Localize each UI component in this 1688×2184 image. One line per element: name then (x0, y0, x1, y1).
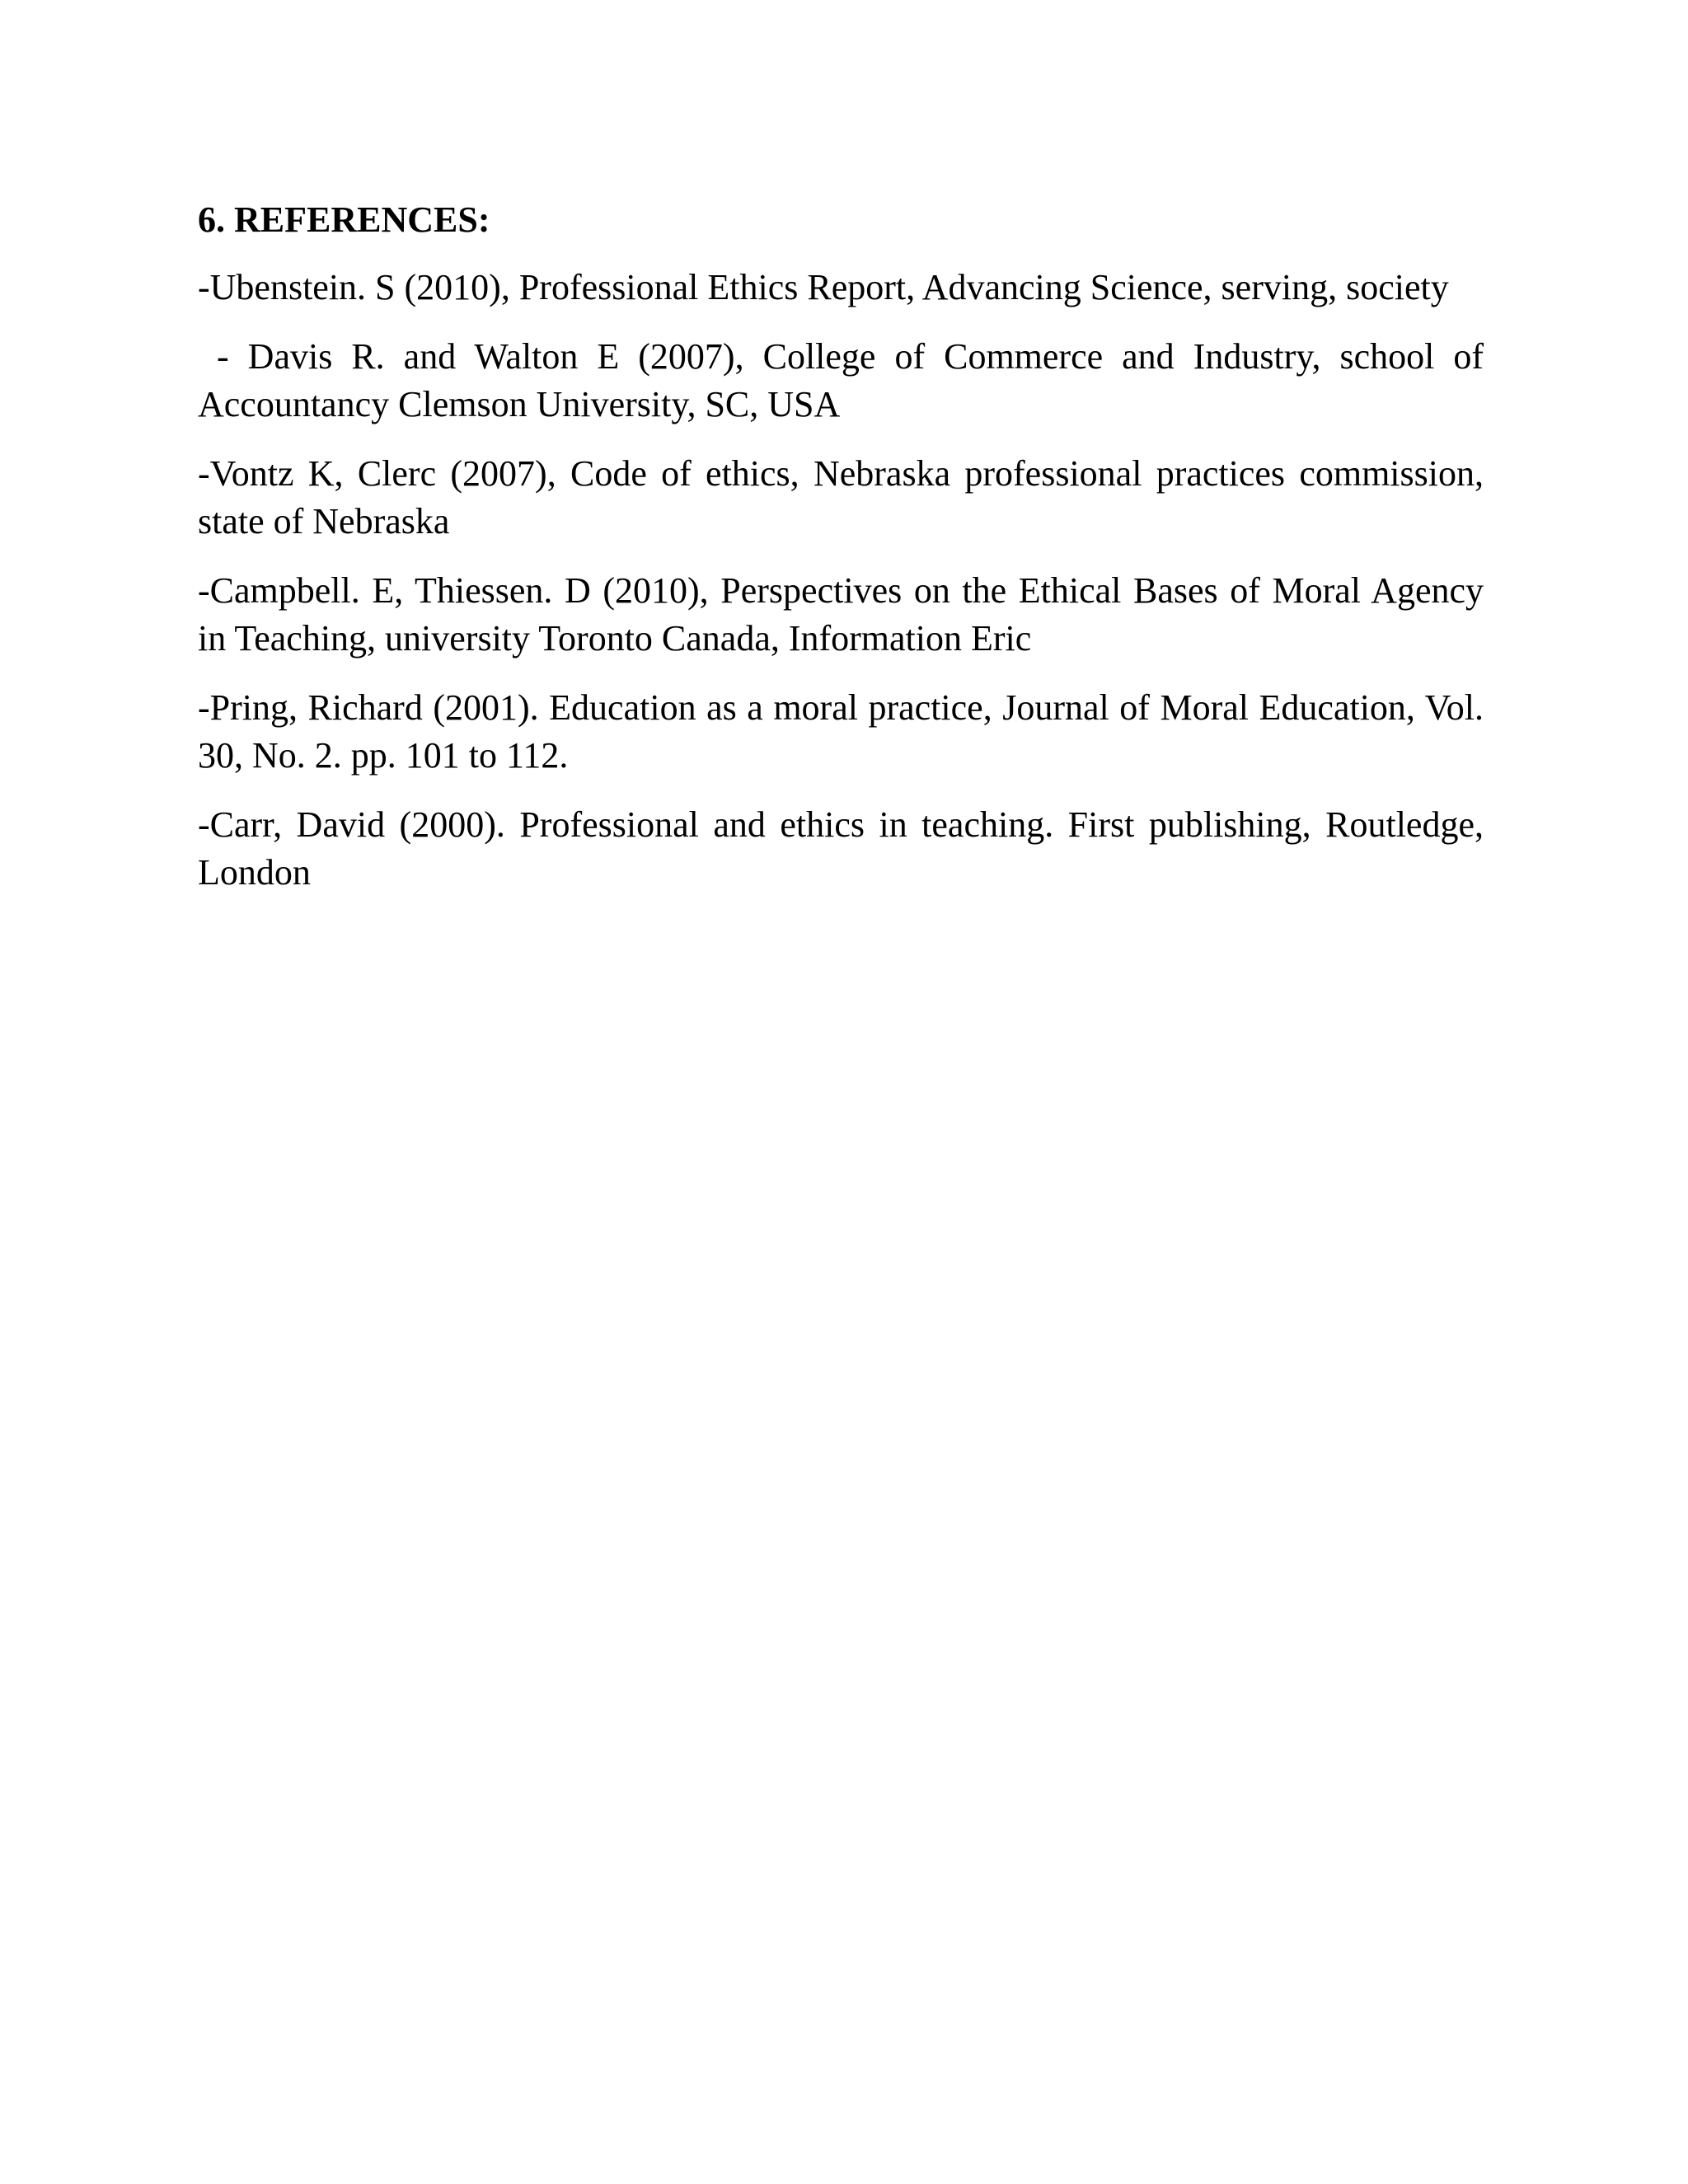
reference-item: - Davis R. and Walton E (2007), College of Commerce and Industry, school of Accountancy Clemson University, SC, USA (198, 336, 1491, 424)
reference-item: -Campbell. E, Thiessen. D (2010), Perspectives on the Ethical Bases of Moral Agency in Teaching, university Toronto Canada, Information Eric (198, 570, 1484, 658)
references-heading: 6. REFERENCES: (198, 199, 490, 240)
reference-item: -Vontz K, Clerc (2007), Code of ethics, Nebraska professional practices commission, state of Nebraska (198, 453, 1484, 541)
reference-item: -Ubenstein. S (2010), Professional Ethics Report, Advancing Science, serving, society (198, 267, 1449, 307)
reference-item: -Carr, David (2000). Professional and ethics in teaching. First publishing, Routledge, London (198, 804, 1484, 893)
references-section (198, 196, 1491, 918)
reference-item: -Pring, Richard (2001). Education as a moral practice, Journal of Moral Education, Vol. 30, No. 2. pp. 101 to 112. (198, 687, 1484, 776)
